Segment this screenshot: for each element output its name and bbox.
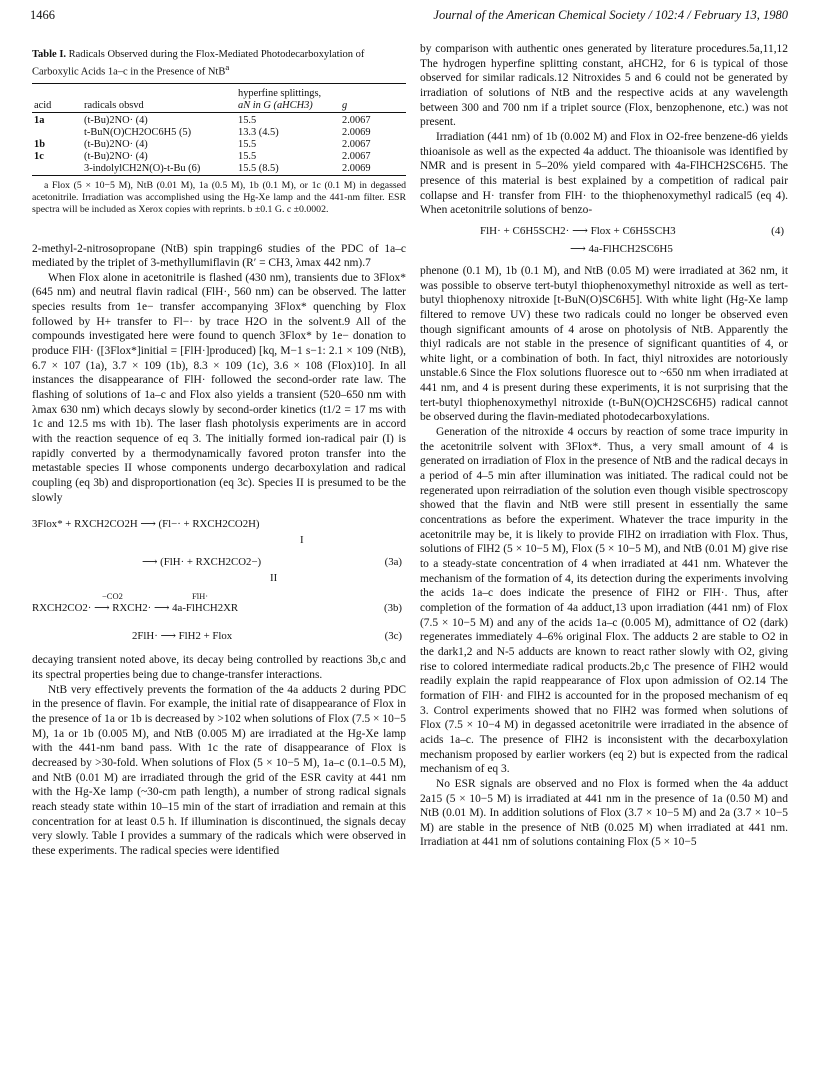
left-column (32, 42, 406, 859)
col-header-radicals: radicals obsvd (84, 99, 144, 111)
cell-radical: 3-indolylCH2N(O)-t-Bu (6) (84, 162, 201, 174)
scheme-tag-3b: (3b) (384, 602, 402, 615)
scheme-above-1: −CO2 (102, 591, 123, 602)
col-header-an: aN in G (aHCH3) (238, 99, 313, 111)
scheme-tag-3c: (3c) (384, 630, 402, 643)
table-row (32, 163, 406, 176)
table-group-header: hyperfine splittings, (238, 87, 322, 99)
scheme-label-II: II (270, 572, 278, 585)
paragraph: No ESR signals are observed and no Flox is formed when the 4a adduct 2a15 (5 × 10−5 M) is irradiated at 441 nm in the presence of 1a (0.50 M) and NtB (0.01 M). In addition solutions of Flox (3.7 × 10−5 M) and 2a (3.7 × 10−5 M) are stable in the presence of NtB (0.025 M) when irradiated at 441 nm. Irradiation at 441 nm of solutions containing Flox (5 × 10−5 (420, 777, 788, 849)
table-caption (32, 48, 406, 79)
cell-g: 2.0067 (342, 150, 371, 162)
cell-radical: (t-Bu)2NO· (4) (84, 150, 148, 162)
cell-radical: (t-Bu)2NO· (4) (84, 114, 148, 126)
scheme-label-I: I (300, 534, 304, 547)
cell-acid: 1b (34, 138, 45, 150)
scheme-line-1: 3Flox* + RXCH2CO2H ⟶ (Fl−· + RXCH2CO2H) (32, 518, 260, 531)
scheme-line-3: RXCH2CO2· ⟶ RXCH2· ⟶ 4a-FlHCH2XR (32, 602, 239, 615)
cell-an: 15.5 (238, 114, 257, 126)
table-row (32, 115, 406, 127)
table-caption-sup: a (225, 62, 230, 72)
table-caption-text: Radicals Observed during the Flox-Mediated Photodecarboxylation of Carboxylic Acids 1a–c in the Presence of NtB (32, 49, 365, 78)
paragraph: phenone (0.1 M), 1b (0.1 M), and NtB (0.05 M) were irradiated at 362 nm, it was possible to observe tert-butyl thiophenoxymethyl nitroxide as well as tert-butyl thiophenoxy nitroxide [t-BuN(O)SC6H5]. With white light (Hg-Xe lamp filtered to remove UV) these two radicals could no longer be observed even though significant amounts of 4 arose on photolysis of NtB. Apparently the thiyl radicals are not stable in the presence of significant quantities of 4, or white light, or a combination of both. In fact, thiyl nitroxides are notoriously unstable.6 Since the Flox solutions fluoresce out to ~650 nm when irradiated at 441 nm, and 4 is present during these experiments, it is not surprising that the tert-butyl thiophenoxymethyl nitroxide (t-BuN(O)CH2SC6H5) radical cannot be observed during the flavin-mediated photodecarboxylations. (420, 264, 788, 424)
radicals-table (32, 83, 406, 177)
cell-an: 15.5 (8.5) (238, 162, 279, 174)
eq4-tag: (4) (771, 224, 784, 237)
scheme-tag-3a: (3a) (384, 556, 402, 569)
reaction-scheme-3 (32, 509, 406, 647)
scheme-line-4: 2FlH· ⟶ FlH2 + Flox (132, 630, 233, 643)
paragraph: decaying transient noted above, its decay being controlled by reactions 3b,c and its spectral properties being due to change-transfer interactions. (32, 654, 406, 681)
cell-an: 15.5 (238, 138, 257, 150)
scheme-above-2: FlH· (192, 591, 209, 602)
cell-g: 2.0067 (342, 114, 371, 126)
cell-radical: t-BuN(O)CH2OC6H5 (5) (84, 126, 192, 138)
eq4-line-1: FlH· + C6H5SCH2· ⟶ Flox + C6H5SCH3 (480, 224, 676, 237)
paragraph: Irradiation (441 nm) of 1b (0.002 M) and Flox in O2-free benzene-d6 yields thioanisole as well as the expected 4a adduct. The thioanisole was identified by NMR and is present in 5–20% yield compared with 4a-FlHCH2SC6H5. The presence of this material is best explained by a competition of radical pair collapse and H· transfer from FlH· to the thiophenoxymethyl radical5 (eq 4). When acetonitrile solutions of benzo- (420, 130, 788, 217)
cell-acid (32, 163, 82, 176)
page-number: 1466 (30, 8, 55, 22)
cell-acid (32, 127, 82, 139)
cell-acid: 1c (34, 150, 44, 162)
cell-g: 2.0069 (342, 162, 371, 174)
cell-an: 15.5 (238, 150, 257, 162)
equation-4 (420, 222, 788, 260)
right-column (420, 42, 788, 850)
cell-radical: (t-Bu)2NO· (4) (84, 138, 148, 150)
cell-g: 2.0069 (342, 126, 371, 138)
cell-acid: 1a (34, 114, 45, 126)
page-header (30, 8, 788, 26)
paragraph: Generation of the nitroxide 4 occurs by reaction of some trace impurity in the acetonitrile solvent with 3Flox*. Thus, a very small amount of 4 is generated on irradiation of Flox in the presence of NtB and the radical decays in a period of 4–5 min after illumination was initiated. The radical could not be regenerated upon reirradiation of the solution even though visible spectroscopy showed that the flavin and NtB were still present in essentially the same concentrations as before the experiment. Whatever the trace impurity in the acetonitrile may be, it is likely to provide FlH2 on irradiation with Flox. Thus, solutions of FlH2 (5 × 10−5 M), Flox (5 × 10−5 M), and NtB (0.01 M) give rise to a steady-state concentration of 4 when irradiated at 441 nm. Whatever the mechanism of the formation of 4, its detection during the experiments involving the acids 1a–c does indicate the presence of FlH2 or FlH·. Thus, after completion of the formation of 4a adduct,13 upon irradiation (441 nm) of Flox (7.5 × 10−5 M) and any of the acids 1a–c (0.005 M), admittance of O2 (dark) regenerates immediately 4–6% original Flox. The adducts 2 are stable to O2 in the dark1,2 and N-5 adducts are known to react rather slowly with O2, giving rise to colored intermediate radical products.2b,c The presence of FlH2 would readily explain the rapid reappearance of Flox upon admission of O2.14 The formation of FlH· and FlH2 is accounted for in the proposed mechanism of eq 3. Control experiments showed that no FlH2 was formed when solutions of Flox (7.5 × 10−4 M) in degassed acetonitrile were irradiated in the absence of acids 1a–c. The presence of FlH2 is inconsistent with the decarboxylation mechanism proposed by earlier workers (eq 2) but is expected from the radical mechanism of eq 3. (420, 426, 788, 776)
col-header-g: g (342, 99, 348, 111)
table-footnote: a Flox (5 × 10−5 M), NtB (0.01 M), 1a (0.5 M), 1b (0.1 M), or 1c (0.1 M) in degassed acetonitrile. Irradiation was accomplished using the Hg-Xe lamp and the 441-nm filter. ESR spectra will be included as Xerox copies with reprints. b ±0.1 G. c ±0.0002. (32, 179, 406, 215)
paragraph: When Flox alone in acetonitrile is flashed (430 nm), transients due to 3Flox* (645 nm) and neutral flavin radical (FlH·, 560 nm) can be observed. The latter species results from 1e− transfer accompanying 3Flox* quenching by Flox followed by H+ transfer to Fl−· by trace H2O in the solvent.9 All of the compounds investigated here were found to quench 3Flox* by 1e− donation to produce FlH· ([3Flox*]initial = [FlH·]produced) [kq, M−1 s−1: 2.1 × 109 (NtB), 6.7 × 107 (1a), 3.7 × 109 (1b), 8.3 × 109 (1c), 3.6 × 108 (Flox)10]. In all instances the disappearance of FlH· followed the second-order rate law. The flashing of solutions of 1a–c and Flox also yields a transient (520–650 nm with λmax 630 nm) which decays slowly by second-order kinetics (t1/2 = 17 ms with 1c and 12.5 ms with 1b). The laser flash photolysis experiments are in accord with the reaction sequence of eq 3. The initially formed ion-radical pair (I) is rapidly converted by a thermodynamically favored proton transfer into the metastable species II whose components undergo decarboxylation and radical coupling (eq 3b) and disproportionation (eq 3c). Species II is presumed to be the slowly (32, 271, 406, 504)
cell-g: 2.0067 (342, 138, 371, 150)
col-header-acid: acid (34, 99, 52, 111)
eq4-line-2: ⟶ 4a-FlHCH2SC6H5 (570, 242, 673, 255)
table-caption-label: Table I. (32, 49, 67, 60)
scheme-line-2: ⟶ (FlH· + RXCH2CO2−) (142, 556, 262, 569)
table-row (32, 139, 406, 151)
table-row (32, 127, 406, 139)
table-row (32, 151, 406, 163)
paragraph: 2-methyl-2-nitrosopropane (NtB) spin trapping6 studies of the PDC of 1a–c mediated by the triplet of 3-methyllumiflavin (R′ = CH3, λmax 442 nm).7 (32, 242, 406, 270)
paragraph: by comparison with authentic ones generated by literature procedures.5a,11,12 The hydrogen hyperfine splitting constant, aHCH2, for 6 is typical of those observed for similar radicals.12 Nitroxides 5 and 6 could not be generated by irradiation of solutions of NtB and the respective acids at any wavelength between 300 and 700 nm if a triplet source (Flox, benzophenone, etc.) was not present. (420, 43, 788, 129)
cell-an: 13.3 (4.5) (238, 126, 279, 138)
journal-running-title: Journal of the American Chemical Society / 102:4 / February 13, 1980 (433, 8, 788, 22)
paragraph: NtB very effectively prevents the formation of the 4a adducts 2 during PDC in the presence of flavin. For example, the initial rate of disappearance of Flox in the presence of 1a or 1b is decreased by >102 when solutions of Flox (7.5 × 10−5 M), 1a or 1b (0.005 M), and NtB (0.005 M) are irradiated at the Hg-Xe lamp with the 441-nm band pass. With 1c the rate of disappearance of Flox is decreased by >30-fold. When solutions of Flox (5 × 10−5 M), 1a–c (0.1–0.5 M), and NtB (0.01 M) are irradiated through the grid of the ESR cavity at 441 nm with the Hg-Xe lamp (~30-cm path length), a number of strong radical signals reach steady state within 10–15 min of the start of irradiation and remain at this concentration for at least 0.5 h. If illumination is discontinued, the signals decay very slowly. Table I provides a summary of the radicals which were observed in these experiments. The radical species were identified (32, 683, 406, 857)
